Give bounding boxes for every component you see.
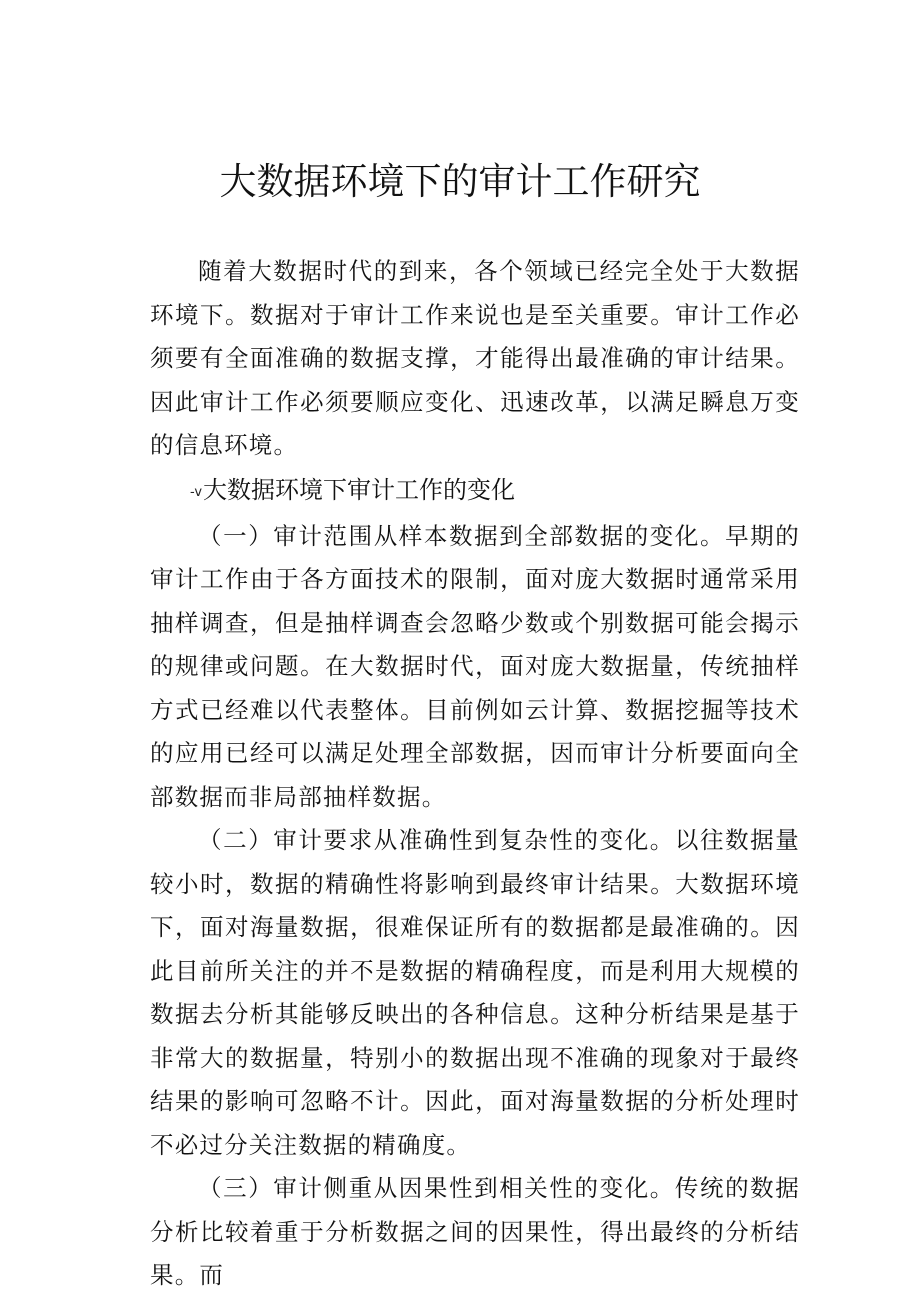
section-heading-text: 大数据环境下审计工作的变化: [203, 475, 516, 504]
document-body: [150, 250, 800, 1298]
intro-paragraph: 随着大数据时代的到来，各个领域已经完全处于大数据环境下。数据对于审计工作来说也是至关重要。审计工作必须要有全面准确的数据支撑，才能得出最准确的审计结果。因此审计工作必须要顺应变化、迅速改革，以满足瞬息万变的信息环境。: [150, 257, 800, 459]
paragraph-focus: （三）审计侧重从因果性到相关性的变化。传统的数据分析比较着重于分析数据之间的因果性，得出最终的分析结果。而: [150, 1174, 800, 1289]
document-title: 大数据环境下的审计工作研究: [219, 160, 701, 203]
section-heading: [150, 468, 800, 515]
paragraph-requirement: （二）审计要求从准确性到复杂性的变化。以往数据量较小时，数据的精确性将影响到最终审计结果。大数据环境下，面对海量数据，很难保证所有的数据都是最准确的。因此目前所关注的并不是数据的精确程度，而是利用大规模的数据去分析其能够反映出的各种信息。这种分析结果是基于非常大的数据量，特别小的数据出现不准确的现象对于最终结果的影响可忽略不计。因此，面对海量数据的分析处理时不必过分关注数据的精确度。: [150, 826, 800, 1159]
section-marker: -v: [190, 484, 203, 500]
paragraph-scope: （一）审计范围从样本数据到全部数据的变化。早期的审计工作由于各方面技术的限制，面对庞大数据时通常采用抽样调查，但是抽样调查会忽略少数或个别数据可能会揭示的规律或问题。在大数据时代，面对庞大数据量，传统抽样方式已经难以代表整体。目前例如云计算、数据挖掘等技术的应用已经可以满足处理全部数据，因而审计分析要面向全部数据而非局部抽样数据。: [150, 521, 800, 811]
